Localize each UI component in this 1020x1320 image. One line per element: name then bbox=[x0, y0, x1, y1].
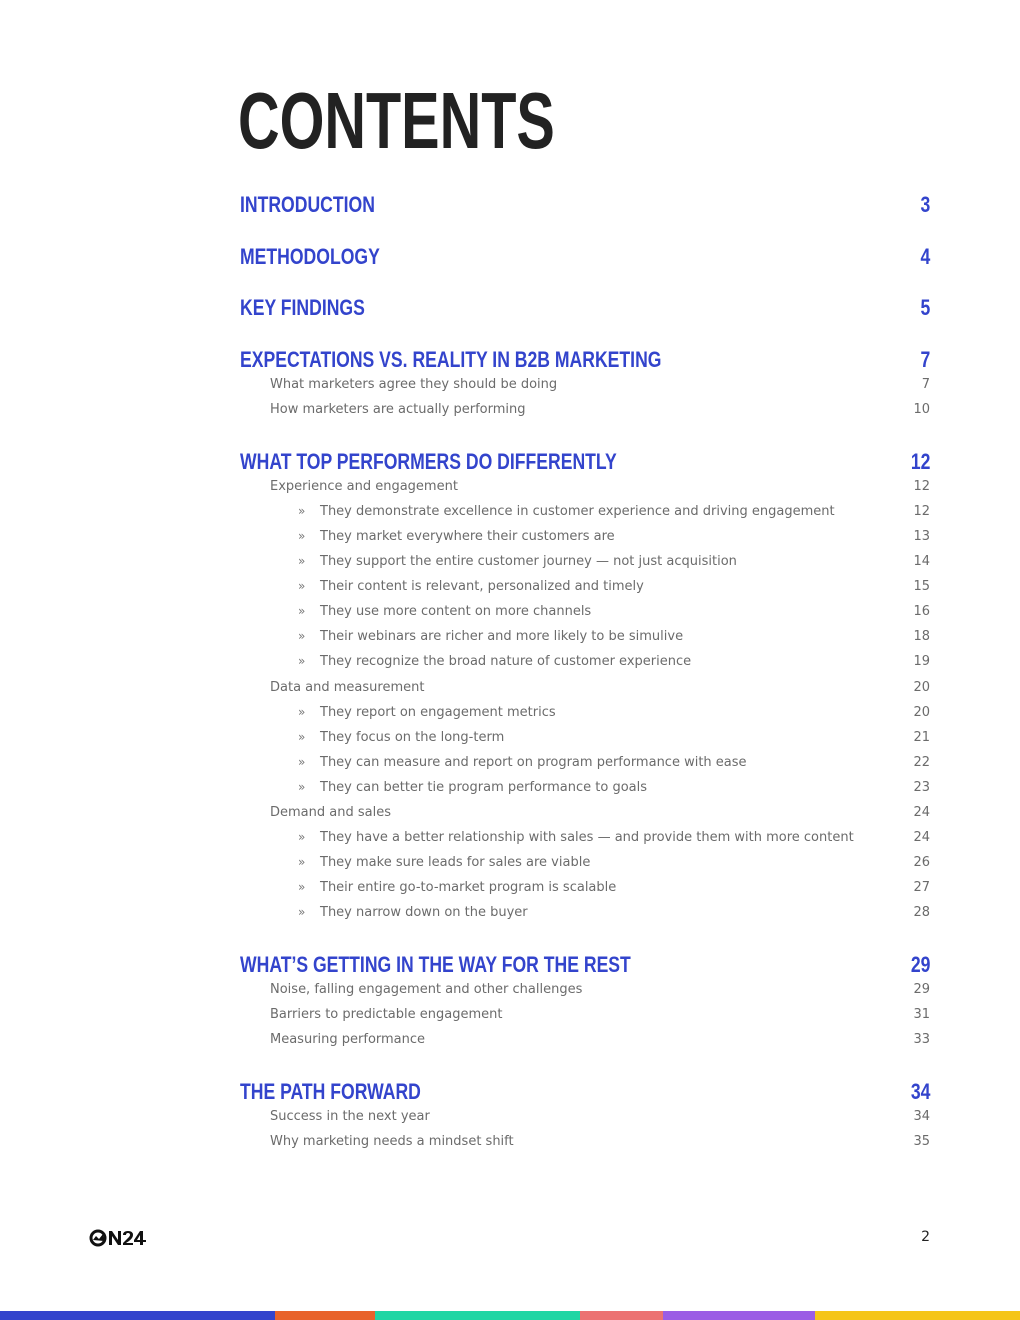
toc-entry-label: Noise, falling engagement and other challenges bbox=[270, 982, 583, 997]
toc-entry-page-number: 34 bbox=[910, 1079, 930, 1104]
toc-subsection-entry[interactable] bbox=[240, 1002, 930, 1027]
toc-entry-page-number: 31 bbox=[913, 1007, 930, 1022]
toc-entry-page-number: 20 bbox=[913, 705, 930, 720]
toc-item-entry[interactable] bbox=[240, 850, 930, 875]
toc-item-entry[interactable] bbox=[240, 825, 930, 850]
toc-entry-page-number: 28 bbox=[913, 905, 930, 920]
bullet-icon: » bbox=[298, 755, 306, 769]
toc-entry-page-number: 20 bbox=[913, 680, 930, 695]
toc-item-entry[interactable] bbox=[240, 775, 930, 800]
toc-entry-page-number: 22 bbox=[913, 755, 930, 770]
toc-entry-label: They focus on the long-term bbox=[320, 730, 505, 745]
toc-entry-page-number: 26 bbox=[913, 855, 930, 870]
toc-entry-label: METHODOLOGY bbox=[240, 244, 380, 269]
bullet-icon: » bbox=[298, 654, 306, 668]
toc-subsection-entry[interactable] bbox=[240, 675, 930, 700]
toc-section-entry[interactable] bbox=[240, 347, 930, 372]
toc-entry-label: WHAT TOP PERFORMERS DO DIFFERENTLY bbox=[240, 449, 617, 474]
toc-section-entry[interactable] bbox=[240, 952, 930, 977]
bullet-icon: » bbox=[298, 780, 306, 794]
bullet-icon: » bbox=[298, 554, 306, 568]
toc-entry-page-number: 34 bbox=[913, 1109, 930, 1124]
color-bar-segment bbox=[275, 1311, 375, 1320]
toc-entry-label: Their content is relevant, personalized and timely bbox=[320, 579, 644, 594]
toc-entry-label: They recognize the broad nature of customer experience bbox=[320, 654, 692, 669]
toc-entry-page-number: 35 bbox=[913, 1134, 930, 1149]
page-title: CONTENTS bbox=[238, 76, 555, 165]
toc-subsection-entry[interactable] bbox=[240, 397, 930, 422]
toc-subsection-entry[interactable] bbox=[240, 1129, 930, 1154]
toc-subsection-entry[interactable] bbox=[240, 372, 930, 397]
color-bar-segment bbox=[815, 1311, 1020, 1320]
color-bar-segment bbox=[663, 1311, 815, 1320]
toc-subsection-entry[interactable] bbox=[240, 1104, 930, 1129]
toc-subsection-entry[interactable] bbox=[240, 474, 930, 499]
toc-entry-label: INTRODUCTION bbox=[240, 192, 375, 217]
toc-entry-label: They have a better relationship with sales — and provide them with more content bbox=[320, 830, 854, 845]
toc-entry-label: They support the entire customer journey — not just acquisition bbox=[320, 554, 737, 569]
toc-entry-label: What marketers agree they should be doing bbox=[270, 377, 558, 392]
bullet-icon: » bbox=[298, 705, 306, 719]
toc-section-entry[interactable] bbox=[240, 1079, 930, 1104]
toc-entry-page-number: 19 bbox=[913, 654, 930, 669]
toc-entry-page-number: 7 bbox=[920, 347, 930, 372]
toc-section-entry[interactable] bbox=[240, 295, 930, 320]
toc-entry-page-number: 12 bbox=[910, 449, 930, 474]
toc-item-entry[interactable] bbox=[240, 750, 930, 775]
toc-entry-label: They market everywhere their customers are bbox=[320, 529, 615, 544]
toc-entry-page-number: 27 bbox=[913, 880, 930, 895]
on24-logo bbox=[89, 1226, 149, 1248]
toc-entry-page-number: 24 bbox=[913, 830, 930, 845]
toc-section-entry[interactable] bbox=[240, 449, 930, 474]
bullet-icon: » bbox=[298, 730, 306, 744]
bullet-icon: » bbox=[298, 855, 306, 869]
page-number: 2 bbox=[921, 1229, 930, 1245]
bullet-icon: » bbox=[298, 579, 306, 593]
footer-color-bar bbox=[0, 1311, 1020, 1320]
toc-entry-label: Why marketing needs a mindset shift bbox=[270, 1134, 514, 1149]
toc-subsection-entry[interactable] bbox=[240, 977, 930, 1002]
toc-entry-label: They demonstrate excellence in customer experience and driving engagement bbox=[320, 504, 835, 519]
toc-entry-label: They report on engagement metrics bbox=[320, 705, 556, 720]
toc-entry-label: Their webinars are richer and more likely to be simulive bbox=[320, 629, 684, 644]
toc-item-entry[interactable] bbox=[240, 900, 930, 925]
toc-entry-label: WHAT’S GETTING IN THE WAY FOR THE REST bbox=[240, 952, 631, 977]
toc-entry-label: THE PATH FORWARD bbox=[240, 1079, 421, 1104]
toc-entry-label: KEY FINDINGS bbox=[240, 295, 365, 320]
toc-subsection-entry[interactable] bbox=[240, 1027, 930, 1052]
toc-item-entry[interactable] bbox=[240, 524, 930, 549]
bullet-icon: » bbox=[298, 830, 306, 844]
toc-item-entry[interactable] bbox=[240, 549, 930, 574]
toc-entry-label: They use more content on more channels bbox=[320, 604, 592, 619]
toc-entry-label: Demand and sales bbox=[270, 805, 391, 820]
color-bar-segment bbox=[580, 1311, 663, 1320]
toc-entry-page-number: 29 bbox=[910, 952, 930, 977]
toc-entry-label: Barriers to predictable engagement bbox=[270, 1007, 503, 1022]
bullet-icon: » bbox=[298, 604, 306, 618]
toc-item-entry[interactable] bbox=[240, 725, 930, 750]
toc-item-entry[interactable] bbox=[240, 624, 930, 649]
bullet-icon: » bbox=[298, 504, 306, 518]
toc-section-entry[interactable] bbox=[240, 244, 930, 269]
toc-entry-label: They make sure leads for sales are viable bbox=[320, 855, 591, 870]
toc-item-entry[interactable] bbox=[240, 574, 930, 599]
toc-entry-page-number: 13 bbox=[913, 529, 930, 544]
toc-entry-label: They can measure and report on program performance with ease bbox=[320, 755, 747, 770]
toc-entry-page-number: 16 bbox=[913, 604, 930, 619]
toc-entry-page-number: 4 bbox=[920, 244, 930, 269]
toc-entry-label: They narrow down on the buyer bbox=[320, 905, 528, 920]
toc-entry-page-number: 21 bbox=[913, 730, 930, 745]
toc-entry-label: EXPECTATIONS VS. REALITY IN B2B MARKETING bbox=[240, 347, 662, 372]
toc-item-entry[interactable] bbox=[240, 700, 930, 725]
toc-subsection-entry[interactable] bbox=[240, 800, 930, 825]
toc-entry-page-number: 33 bbox=[913, 1032, 930, 1047]
toc-item-entry[interactable] bbox=[240, 649, 930, 674]
toc-entry-page-number: 7 bbox=[921, 377, 930, 392]
toc-entry-label: They can better tie program performance to goals bbox=[320, 780, 647, 795]
toc-entry-label: Their entire go-to-market program is scalable bbox=[320, 880, 617, 895]
toc-entry-page-number: 24 bbox=[913, 805, 930, 820]
toc-item-entry[interactable] bbox=[240, 499, 930, 524]
bullet-icon: » bbox=[298, 629, 306, 643]
toc-entry-page-number: 14 bbox=[913, 554, 930, 569]
bullet-icon: » bbox=[298, 905, 306, 919]
toc-entry-page-number: 29 bbox=[913, 982, 930, 997]
toc-entry-label: Measuring performance bbox=[270, 1032, 426, 1047]
toc-entry-page-number: 5 bbox=[920, 295, 930, 320]
color-bar-segment bbox=[0, 1311, 275, 1320]
toc-entry-page-number: 18 bbox=[913, 629, 930, 644]
color-bar-segment bbox=[375, 1311, 580, 1320]
toc-item-entry[interactable] bbox=[240, 875, 930, 900]
toc-section-entry[interactable] bbox=[240, 192, 930, 217]
toc-entry-label: How marketers are actually performing bbox=[270, 402, 526, 417]
toc-entry-page-number: 3 bbox=[920, 192, 930, 217]
bullet-icon: » bbox=[298, 529, 306, 543]
toc-entry-page-number: 10 bbox=[913, 402, 930, 417]
bullet-icon: » bbox=[298, 880, 306, 894]
toc-entry-label: Success in the next year bbox=[270, 1109, 430, 1124]
toc-entry-page-number: 23 bbox=[913, 780, 930, 795]
toc-entry-label: Experience and engagement bbox=[270, 479, 458, 494]
toc-entry-page-number: 12 bbox=[913, 479, 930, 494]
toc-entry-page-number: 15 bbox=[913, 579, 930, 594]
toc-entry-label: Data and measurement bbox=[270, 680, 425, 695]
toc-entry-page-number: 12 bbox=[913, 504, 930, 519]
toc-item-entry[interactable] bbox=[240, 599, 930, 624]
